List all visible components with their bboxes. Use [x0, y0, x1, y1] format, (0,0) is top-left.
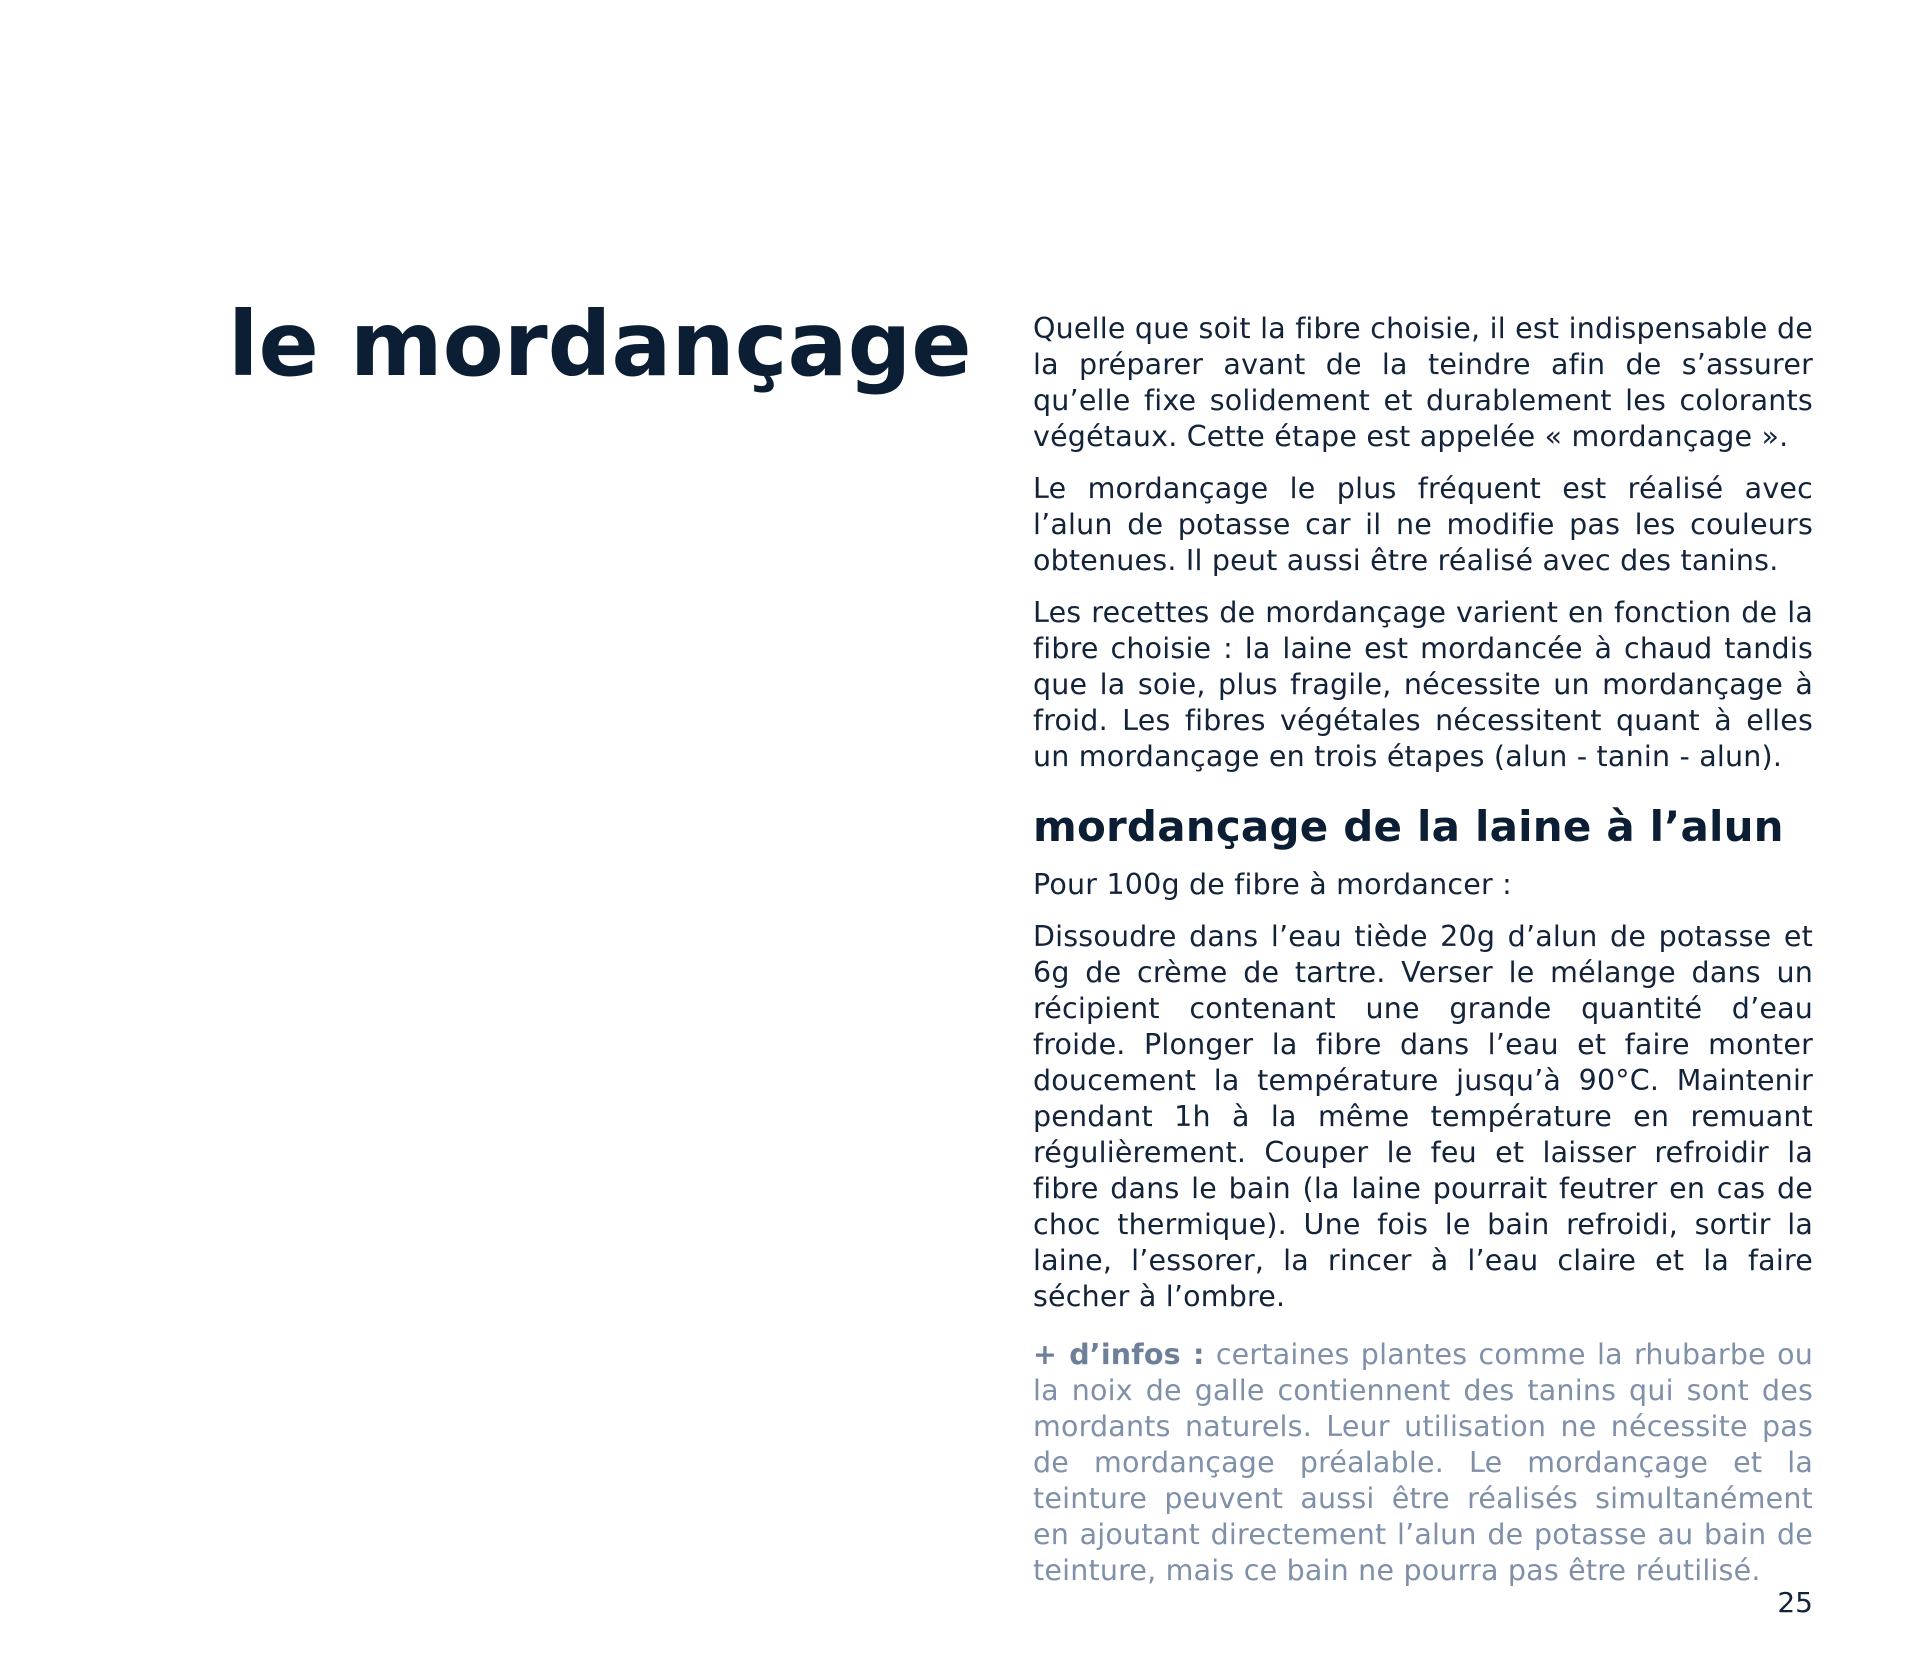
- quantity-line: Pour 100g de fibre à mordancer :: [1033, 868, 1512, 901]
- intro-paragraph-1: Quelle que soit la fibre choisie, il est indispensable de la préparer avant de la teindre afin de s’assurer qu’elle fixe solidement et durablement les colorants végétaux. Cette étape est appelée « mordançage ».: [1033, 312, 1813, 453]
- instructions-paragraph: Dissoudre dans l’eau tiède 20g d’alun de potasse et 6g de crème de tartre. Verser le mélange dans un récipient contenant une grande quantité d’eau froide. Plonger la fibre dans l’eau et faire monter doucement la température jusqu’à 90°C. Maintenir pendant 1h à la même température en remuant régulièrement. Couper le feu et laisser refroidir la fibre dans le bain (la laine pourrait feutrer en cas de choc thermique). Une fois le bain refroidi, sortir la laine, l’essorer, la rincer à l’eau claire et la faire sécher à l’ombre.: [1033, 920, 1813, 1313]
- info-label: + d’infos :: [1033, 1338, 1205, 1371]
- page-title: le mordançage: [228, 292, 972, 396]
- info-text: certaines plantes comme la rhubarbe ou la noix de galle contiennent des tanins qui sont des mordants naturels. Leur utilisation ne nécessite pas de mordançage préalable. Le mordançage et la teinture peuvent aussi être réalisés simultanément en ajoutant directement l’alun de potasse au bain de teinture, mais ce bain ne pourra pas être réutilisé.: [1033, 1338, 1813, 1587]
- section-title: mordançage de la laine à l’alun: [1033, 802, 1784, 851]
- intro-paragraph-2: Le mordançage le plus fréquent est réalisé avec l’alun de potasse car il ne modifie pas les couleurs obtenues. Il peut aussi être réalisé avec des tanins.: [1033, 472, 1813, 577]
- info-note: [1033, 1337, 1813, 1589]
- page-number: 25: [1777, 1586, 1813, 1619]
- text-column: [1033, 311, 1813, 1605]
- intro-paragraph-3: Les recettes de mordançage varient en fonction de la fibre choisie : la laine est mordancée à chaud tandis que la soie, plus fragile, nécessite un mordançage à froid. Les fibres végétales nécessitent quant à elles un mordançage en trois étapes (alun - tanin - alun).: [1033, 596, 1813, 773]
